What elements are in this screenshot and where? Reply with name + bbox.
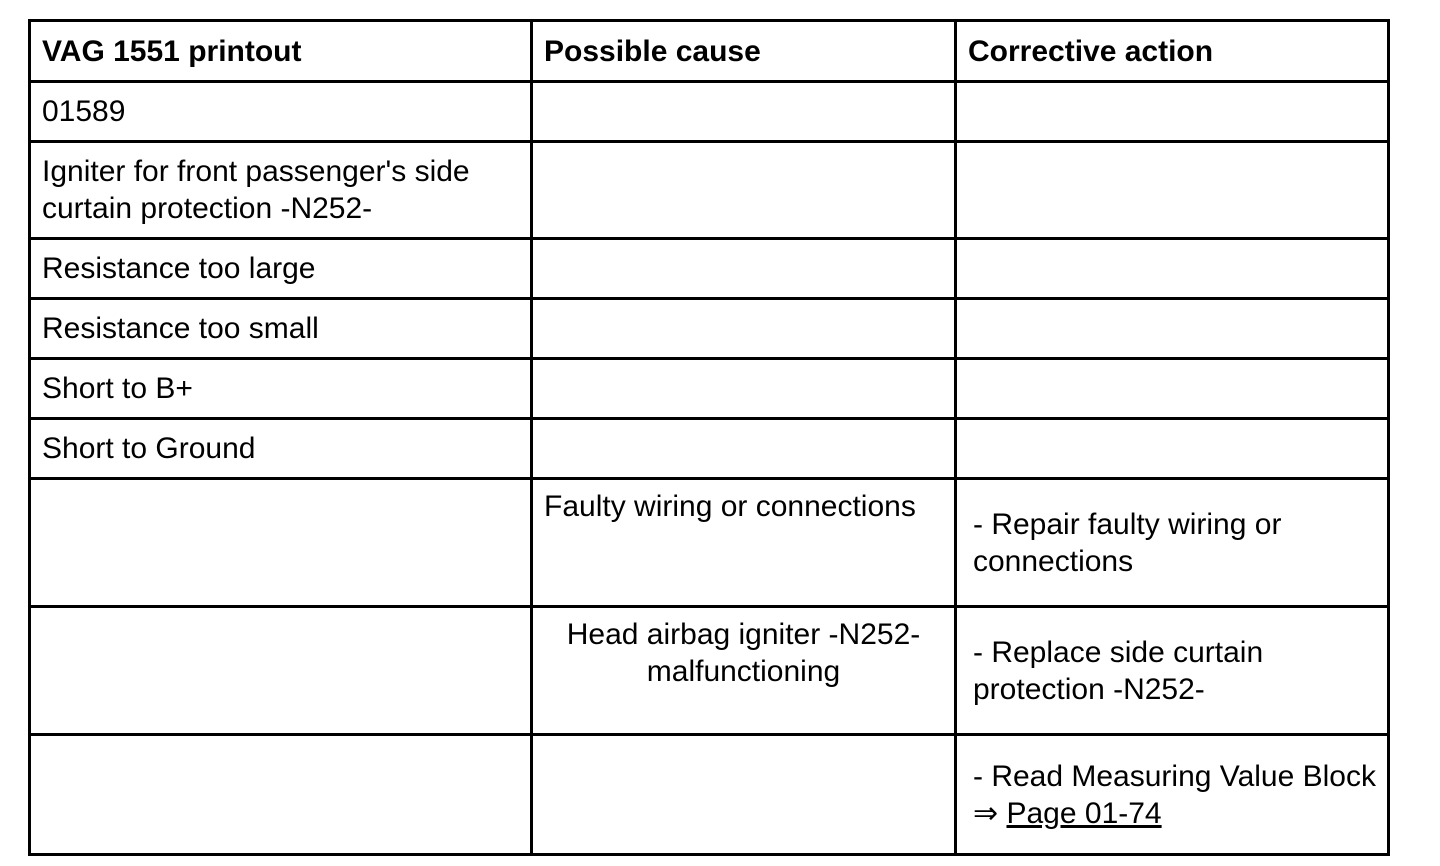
cause-cell: Faulty wiring or connections: [532, 479, 956, 607]
printout-cell: Resistance too small: [30, 299, 532, 359]
table-row: [30, 82, 1389, 142]
printout-cell: 01589: [30, 82, 532, 142]
action-cell: [956, 359, 1389, 419]
cause-cell: [532, 142, 956, 239]
printout-cell: Short to B+: [30, 359, 532, 419]
action-cell: [956, 239, 1389, 299]
cause-cell: [532, 82, 956, 142]
printout-cell: [30, 607, 532, 735]
cause-cell: [532, 299, 956, 359]
action-cell: - Repair faulty wiring or connections: [956, 479, 1389, 607]
table-row: [30, 239, 1389, 299]
table-row: [30, 299, 1389, 359]
action-cell: - Replace side curtain protection -N252-: [956, 607, 1389, 735]
printout-cell: Igniter for front passenger's side curtain protection -N252-: [30, 142, 532, 239]
table-row: [30, 479, 1389, 607]
action-cell: [956, 142, 1389, 239]
page-link[interactable]: Page 01-74: [1006, 796, 1162, 830]
table-row: [30, 735, 1389, 855]
printout-cell: Resistance too large: [30, 239, 532, 299]
table-header-row: [30, 21, 1389, 82]
table-row: [30, 607, 1389, 735]
action-cell: [956, 299, 1389, 359]
printout-cell: Short to Ground: [30, 419, 532, 479]
cause-cell: [532, 359, 956, 419]
cause-cell: [532, 419, 956, 479]
action-cell: [956, 735, 1389, 855]
diagnostic-table: [28, 19, 1390, 856]
table-row: [30, 359, 1389, 419]
action-cell: [956, 419, 1389, 479]
cause-cell: Head airbag igniter -N252- malfunctioning: [532, 607, 956, 735]
header-corrective-action: Corrective action: [956, 21, 1389, 82]
cause-cell: [532, 735, 956, 855]
printout-cell: [30, 479, 532, 607]
action-cell: [956, 82, 1389, 142]
header-possible-cause: Possible cause: [532, 21, 956, 82]
cause-cell: [532, 239, 956, 299]
action-text: - Read Measuring Value Block: [973, 759, 1376, 793]
table-row: [30, 142, 1389, 239]
table-row: [30, 419, 1389, 479]
printout-cell: [30, 735, 532, 855]
arrow-right-icon: ⇒: [973, 796, 999, 830]
header-printout: VAG 1551 printout: [30, 21, 532, 82]
